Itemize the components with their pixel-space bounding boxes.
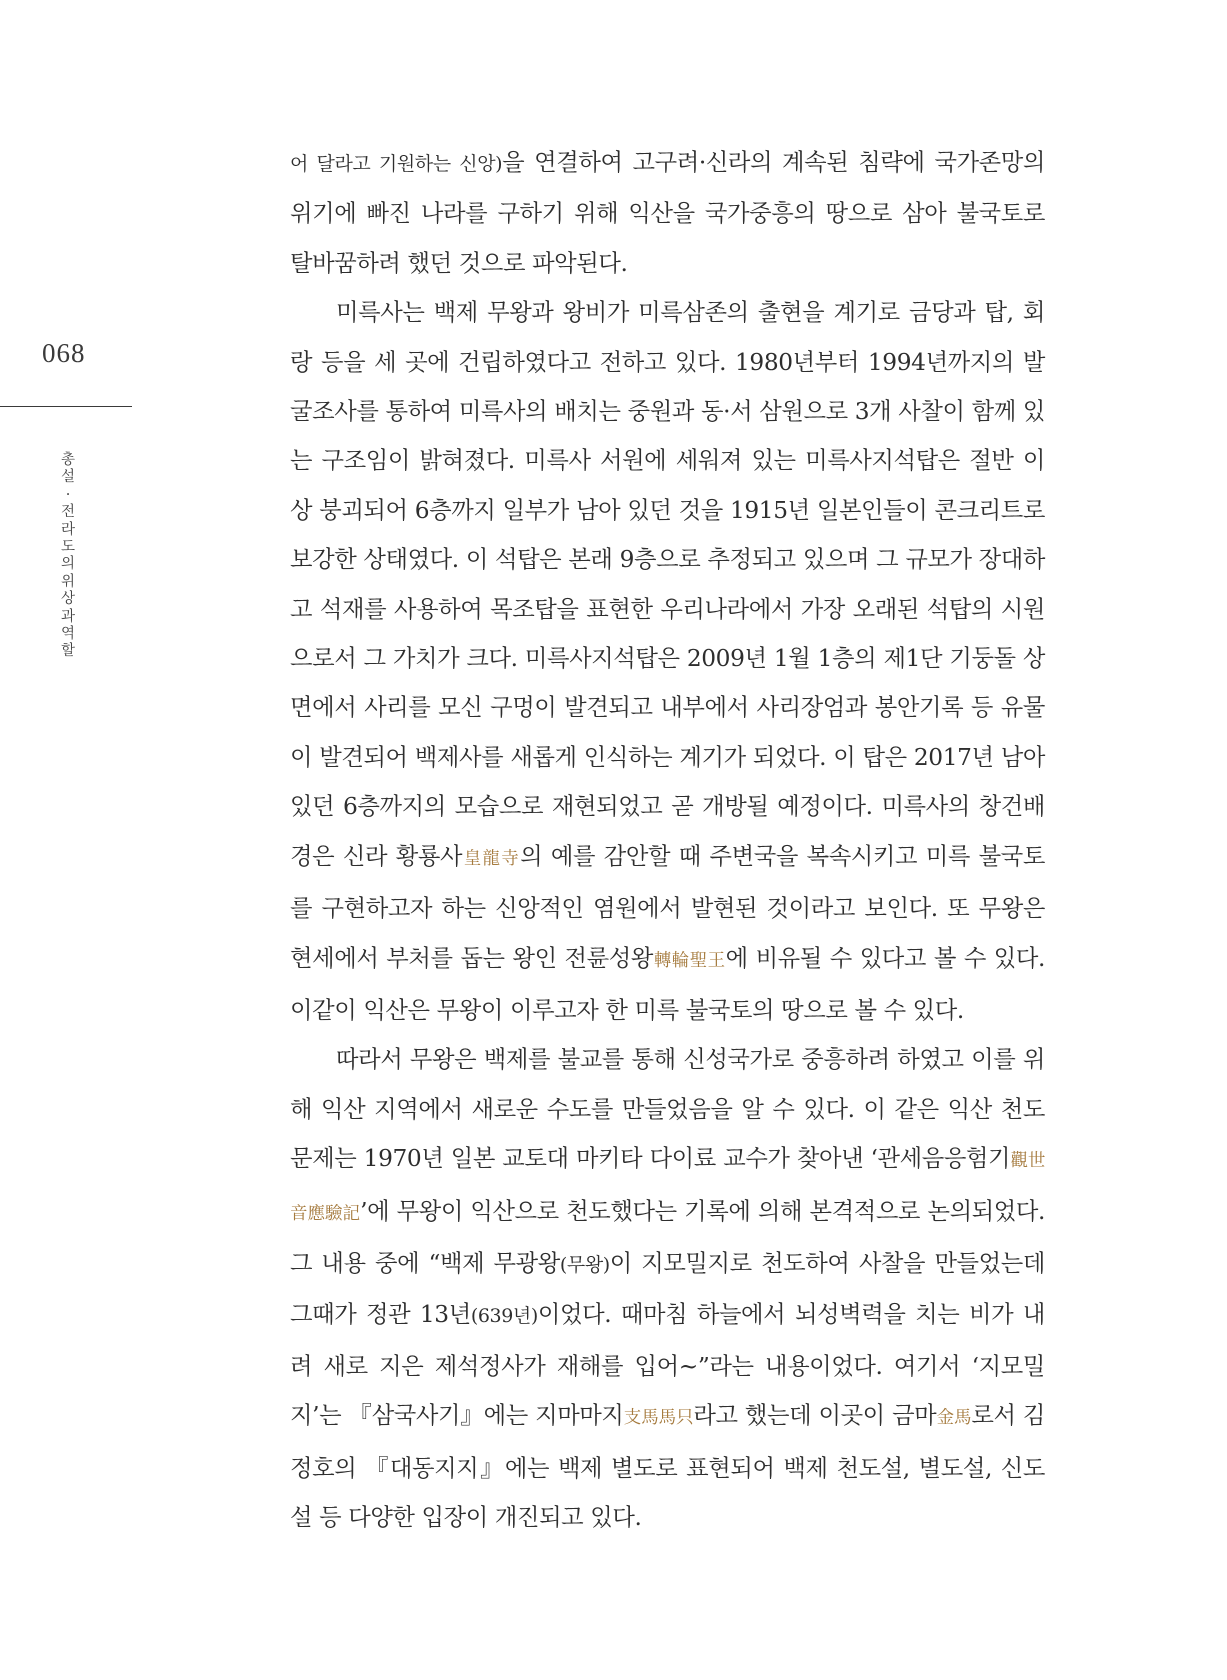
text-run: 을 연결하여 고구려·신라의 계속된 침략에 국가존망의 위기에 빠진 나라를 구하기 위해 익산을 국가중흥의 땅으로 삼아 불국토로 탈바꿈하려 했던 것으로 파악된다. [290,149,1045,277]
small-text: (639년) [470,1305,538,1328]
hanja-annotation: 支馬馬只 [623,1408,694,1429]
running-chapter-title: 총설 · 전라도의 위상과 역할 [60,452,75,660]
hanja-annotation: 金馬 [936,1408,972,1429]
hanja-annotation: 皇龍寺 [462,848,521,869]
text-run: 에 비유될 수 있다고 볼 수 있다. 이같이 익산은 무왕이 이루고자 한 미륵 불국토의 땅으로 볼 수 있다. [290,944,1046,1024]
text-run: 이 지모밀지로 천도하여 사찰을 만들었는데 그때가 정관 13년 [290,1249,1045,1329]
text-run: 따라서 무왕은 백제를 불교를 통해 신성국가로 중흥하려 하였고 이를 위해 익산 지역에서 새로운 수도를 만들었음을 알 수 있다. 이 같은 익산 천도 문제는 1970년 일본 교토대 마키타 다이료 교수가 찾아낸 ‘관세음응험기 [290,1046,1045,1173]
text-run: 로서 김정호의 『대동지지』에는 백제 별도로 표현되어 백제 천도설, 별도설, 신도설 등 다양한 입장이 개진되고 있다. [290,1402,1045,1531]
small-text: (무왕) [559,1253,610,1276]
text-run: 이었다. 때마침 하늘에서 뇌성벽력을 치는 비가 내려 새로 지은 제석정사가 재해를 입어~”라는 내용이었다. 여기서 ‘지모밀지’는 『삼국사기』에는 지마마지 [290,1301,1046,1430]
page-number: 068 [42,338,86,368]
paragraph [290,1035,1045,1542]
text-run: 미륵사는 백제 무왕과 왕비가 미륵삼존의 출현을 계기로 금당과 탑, 회랑 등을 세 곳에 건립하였다고 전하고 있다. 1980년부터 1994년까지의 발굴조사를 통하여 미륵사의 배치는 중원과 동·서 삼원으로 3개 사찰이 함께 있는 구조임이 밝혀졌다. 미륵사 서원에 세워져 있는 미륵사지석탑은 절반 이상 붕괴되어 6층까지 일부가 남아 있던 것을 1915년 일본인들이 콘크리트로 보강한 상태였다. 이 석탑은 본래 9층으로 추정되고 있으며 그 규모가 장대하고 석재를 사용하여 목조탑을 표현한 우리나라에서 가장 오래된 석탑의 시원으로서 그 가치가 크다. 미륵사지석탑은 2009년 1월 1층의 제1단 기둥돌 상면에서 사리를 모신 구멍이 발견되고 내부에서 사리장엄과 봉안기록 등 유물이 발견되어 백제사를 새롭게 인식하는 계기가 되었다. 이 탑은 2017년 남아 있던 6층까지의 모습으로 재현되었고 곧 개방될 예정이다. 미륵사의 창건배경은 신라 황룡사 [290,299,1045,870]
text-run: 라고 했는데 이곳이 금마 [693,1402,937,1430]
side-divider [0,406,132,407]
text-run: ’에 무왕이 익산으로 천도했다는 기록에 의해 본격적으로 논의되었다. 그 내용 중에 “백제 무광왕 [290,1197,1045,1277]
body-text [290,138,1045,1542]
small-text: 어 달라고 기원하는 신앙) [290,153,503,175]
paragraph [290,138,1045,288]
text-run: 의 예를 감안할 때 주변국을 복속시키고 미륵 불국토를 구현하고자 하는 신앙적인 염원에서 발현된 것이라고 보인다. 또 무왕은 현세에서 부처를 돕는 왕인 전륜성왕 [290,842,1045,972]
paragraph [290,288,1045,1035]
hanja-annotation: 轉輪聖王 [652,950,726,971]
hanja-annotation: 觀世音應驗記 [290,1151,1045,1224]
